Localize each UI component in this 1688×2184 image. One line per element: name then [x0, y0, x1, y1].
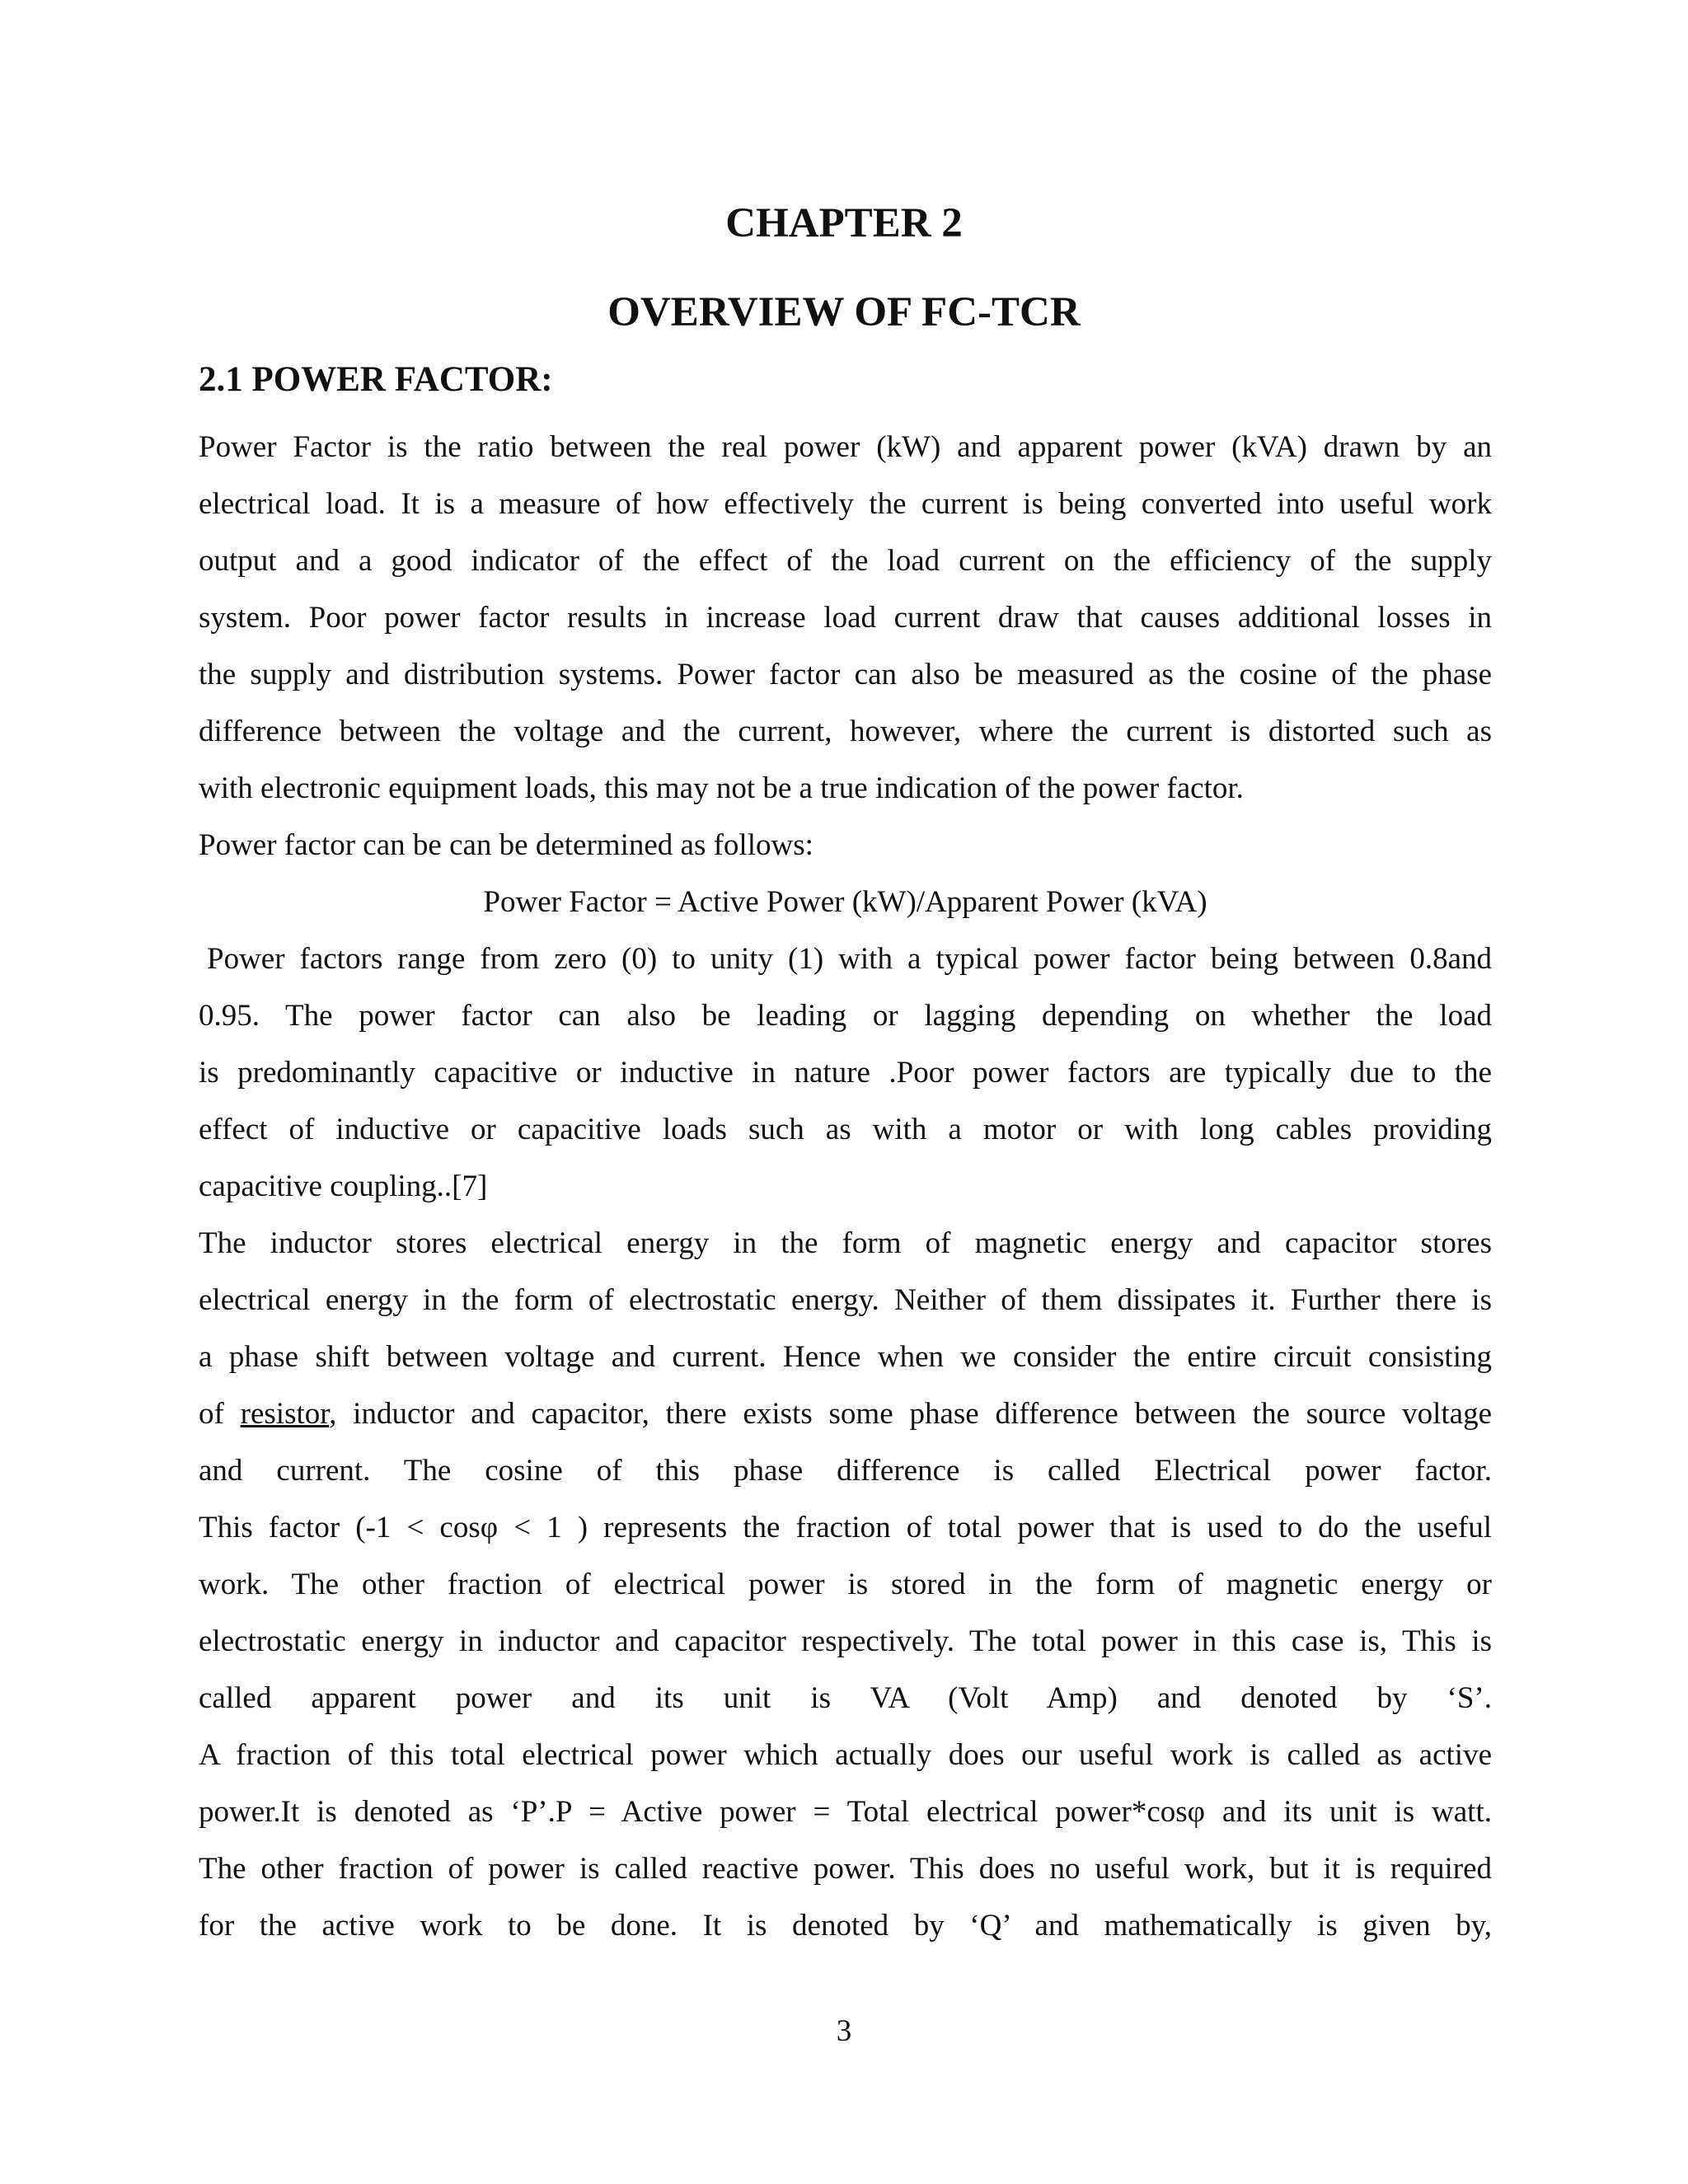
paragraph-line: output and a good indicator of the effect of the load current on the efficiency of the supply [199, 544, 1492, 578]
paragraph-line: The other fraction of power is called reactive power. This does no useful work, but it is required [199, 1852, 1492, 1886]
paragraph-line: called apparent power and its unit is VA (Volt Amp) and denoted by ‘S’. [199, 1681, 1492, 1715]
paragraph-line: A fraction of this total electrical power which actually does our useful work is called as active [199, 1738, 1492, 1772]
paragraph-line: with electronic equipment loads, this may not be a true indication of the power factor. [199, 771, 1244, 805]
paragraph-line: a phase shift between voltage and current. Hence when we consider the entire circuit consisting [199, 1340, 1492, 1374]
line-prefix: of [199, 1397, 241, 1431]
paragraph-line: electrostatic energy in inductor and capacitor respectively. The total power in this case is, This is [199, 1624, 1492, 1658]
paragraph-line: for the active work to be done. It is denoted by ‘Q’ and mathematically is given by, [199, 1909, 1492, 1943]
paragraph-line: 0.95. The power factor can also be leading or lagging depending on whether the load [199, 999, 1492, 1033]
body-text [199, 419, 1492, 1954]
paragraph-line: Power factor can be can be determined as follows: [199, 828, 814, 862]
chapter-subtitle: OVERVIEW OF FC-TCR [607, 289, 1081, 335]
paragraph-line: Power factors range from zero (0) to unity (1) with a typical power factor being between 0.8and [207, 942, 1492, 976]
page-number: 3 [836, 2014, 852, 2048]
paragraph-line: is predominantly capacitive or inductive in nature .Poor power factors are typically due to the [199, 1056, 1492, 1090]
paragraph-line: and current. The cosine of this phase difference is called Electrical power factor. [199, 1454, 1492, 1488]
paragraph-line: power.It is denoted as ‘P’.P = Active power = Total electrical power*cosφ and its unit is watt. [199, 1795, 1492, 1829]
paragraph-line-with-link [199, 1385, 1492, 1442]
paragraph-line: effect of inductive or capacitive loads such as with a motor or with long cables providing [199, 1113, 1492, 1146]
paragraph-line: electrical load. It is a measure of how effectively the current is being converted into useful work [199, 487, 1492, 521]
paragraph-line: Power Factor is the ratio between the real power (kW) and apparent power (kVA) drawn by an [199, 430, 1492, 464]
paragraph-line: This factor (-1 < cosφ < 1 ) represents the fraction of total power that is used to do the useful [199, 1511, 1492, 1544]
paragraph-line: system. Poor power factor results in increase load current draw that causes additional losses in [199, 601, 1492, 635]
chapter-title: CHAPTER 2 [725, 200, 963, 246]
paragraph-line: The inductor stores electrical energy in the form of magnetic energy and capacitor stores [199, 1226, 1492, 1260]
section-heading: 2.1 POWER FACTOR: [199, 360, 553, 399]
formula-line: Power Factor = Active Power (kW)/Apparent Power (kVA) [483, 885, 1207, 919]
paragraph-line: the supply and distribution systems. Power factor can also be measured as the cosine of the phase [199, 658, 1492, 691]
paragraph-line: work. The other fraction of electrical power is stored in the form of magnetic energy or [199, 1568, 1492, 1601]
paragraph-line: capacitive coupling..[7] [199, 1169, 488, 1203]
resistor-link[interactable]: resistor [240, 1397, 330, 1431]
paragraph-line: electrical energy in the form of electrostatic energy. Neither of them dissipates it. Further there is [199, 1283, 1492, 1317]
paragraph-line: difference between the voltage and the current, however, where the current is distorted such as [199, 715, 1492, 748]
line-suffix: , inductor and capacitor, there exists some phase difference between the source voltage [329, 1397, 1492, 1431]
